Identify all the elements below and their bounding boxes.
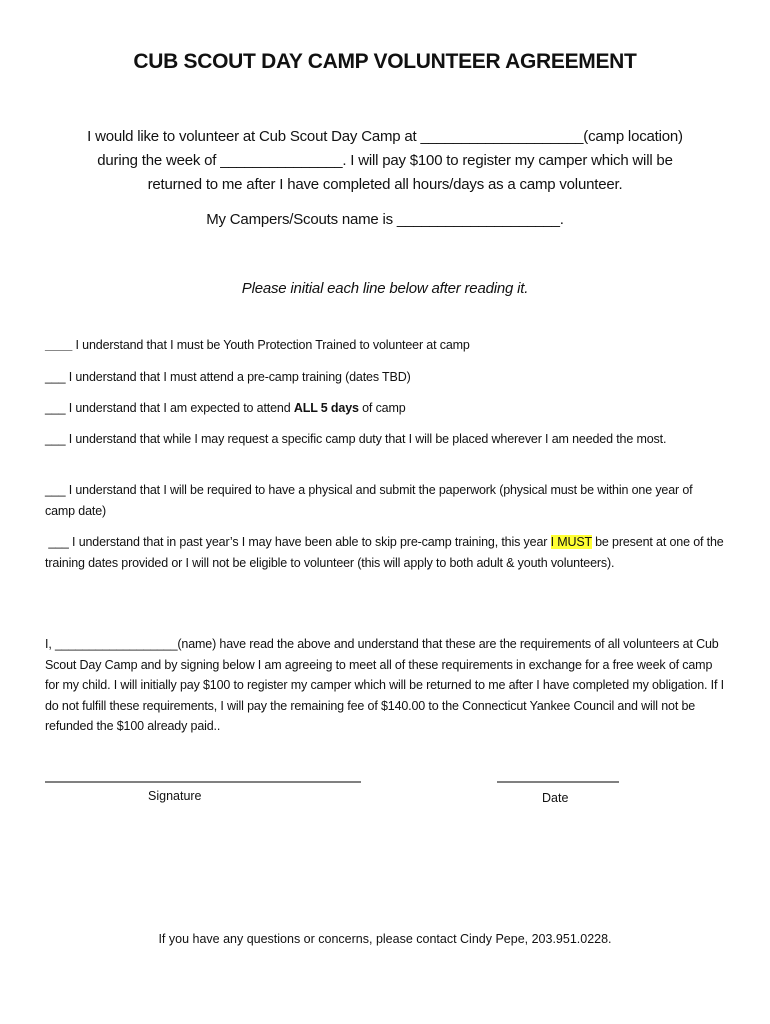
contact-footer: If you have any questions or concerns, please contact Cindy Pepe, 203.951.0228. (158, 932, 612, 946)
bold-text: ALL 5 days (293, 401, 359, 415)
date-label: Date (542, 791, 569, 805)
initial-item-1: ____ I understand that I must be Youth Protection Trained to volunteer at camp (45, 338, 470, 352)
intro-line-3: returned to me after I have completed all hours/days as a camp volunteer. (147, 176, 623, 193)
initial-item-5: ___ I understand that I will be required to have a physical and submit the paperwork (physical must be within one year of camp date) (45, 483, 693, 518)
initial-blank[interactable]: ___ (45, 535, 69, 549)
intro-line-1: I would like to volunteer at Cub Scout Day Camp at ____________________(camp location) (87, 128, 683, 145)
date-line[interactable] (497, 781, 619, 783)
initial-blank[interactable]: ____ (45, 338, 73, 352)
highlighted-text: I MUST (550, 535, 592, 549)
initial-blank[interactable]: ___ (45, 483, 66, 497)
document-title: CUB SCOUT DAY CAMP VOLUNTEER AGREEMENT (133, 50, 637, 73)
agreement-paragraph: I, __________________(name) have read the above and understand that these are the requirements of all volunteers at Cub Scout Day Camp and by signing below I am agreeing to meet all of these requirements in exchange for a free week of camp for my child. I will initially pay $100 to register my camper which will be returned to me after I have completed my obligation. If I do not fulfill these requirements, I will pay the remaining fee of $140.00 to the Connecticut Yankee Council and will not be refunded the $100 already paid.. (45, 637, 724, 733)
signature-line[interactable] (45, 781, 361, 783)
initial-item-3: ___ I understand that I am expected to attend ALL 5 days of camp (45, 401, 406, 415)
camper-name-line: My Campers/Scouts name is ____________________. (206, 211, 564, 228)
signature-label: Signature (148, 789, 202, 803)
intro-line-2: during the week of _______________. I will pay $100 to register my camper which will be (97, 152, 673, 169)
initial-blank[interactable]: ___ (45, 370, 66, 384)
initial-item-6: ___ I understand that in past year’s I may have been able to skip pre-camp training, this year I MUST be present at one of the training dates provided or I will not be eligible to volunteer (this will apply to both adult & youth volunteers). (45, 535, 724, 570)
instruction-text: Please initial each line below after reading it. (241, 280, 529, 297)
initial-item-4: ___ I understand that while I may request a specific camp duty that I will be placed wherever I am needed the most. (45, 432, 667, 446)
initial-blank[interactable]: ___ (45, 432, 66, 446)
initial-blank[interactable]: ___ (45, 401, 66, 415)
initial-item-2: ___ I understand that I must attend a pre-camp training (dates TBD) (45, 370, 411, 384)
